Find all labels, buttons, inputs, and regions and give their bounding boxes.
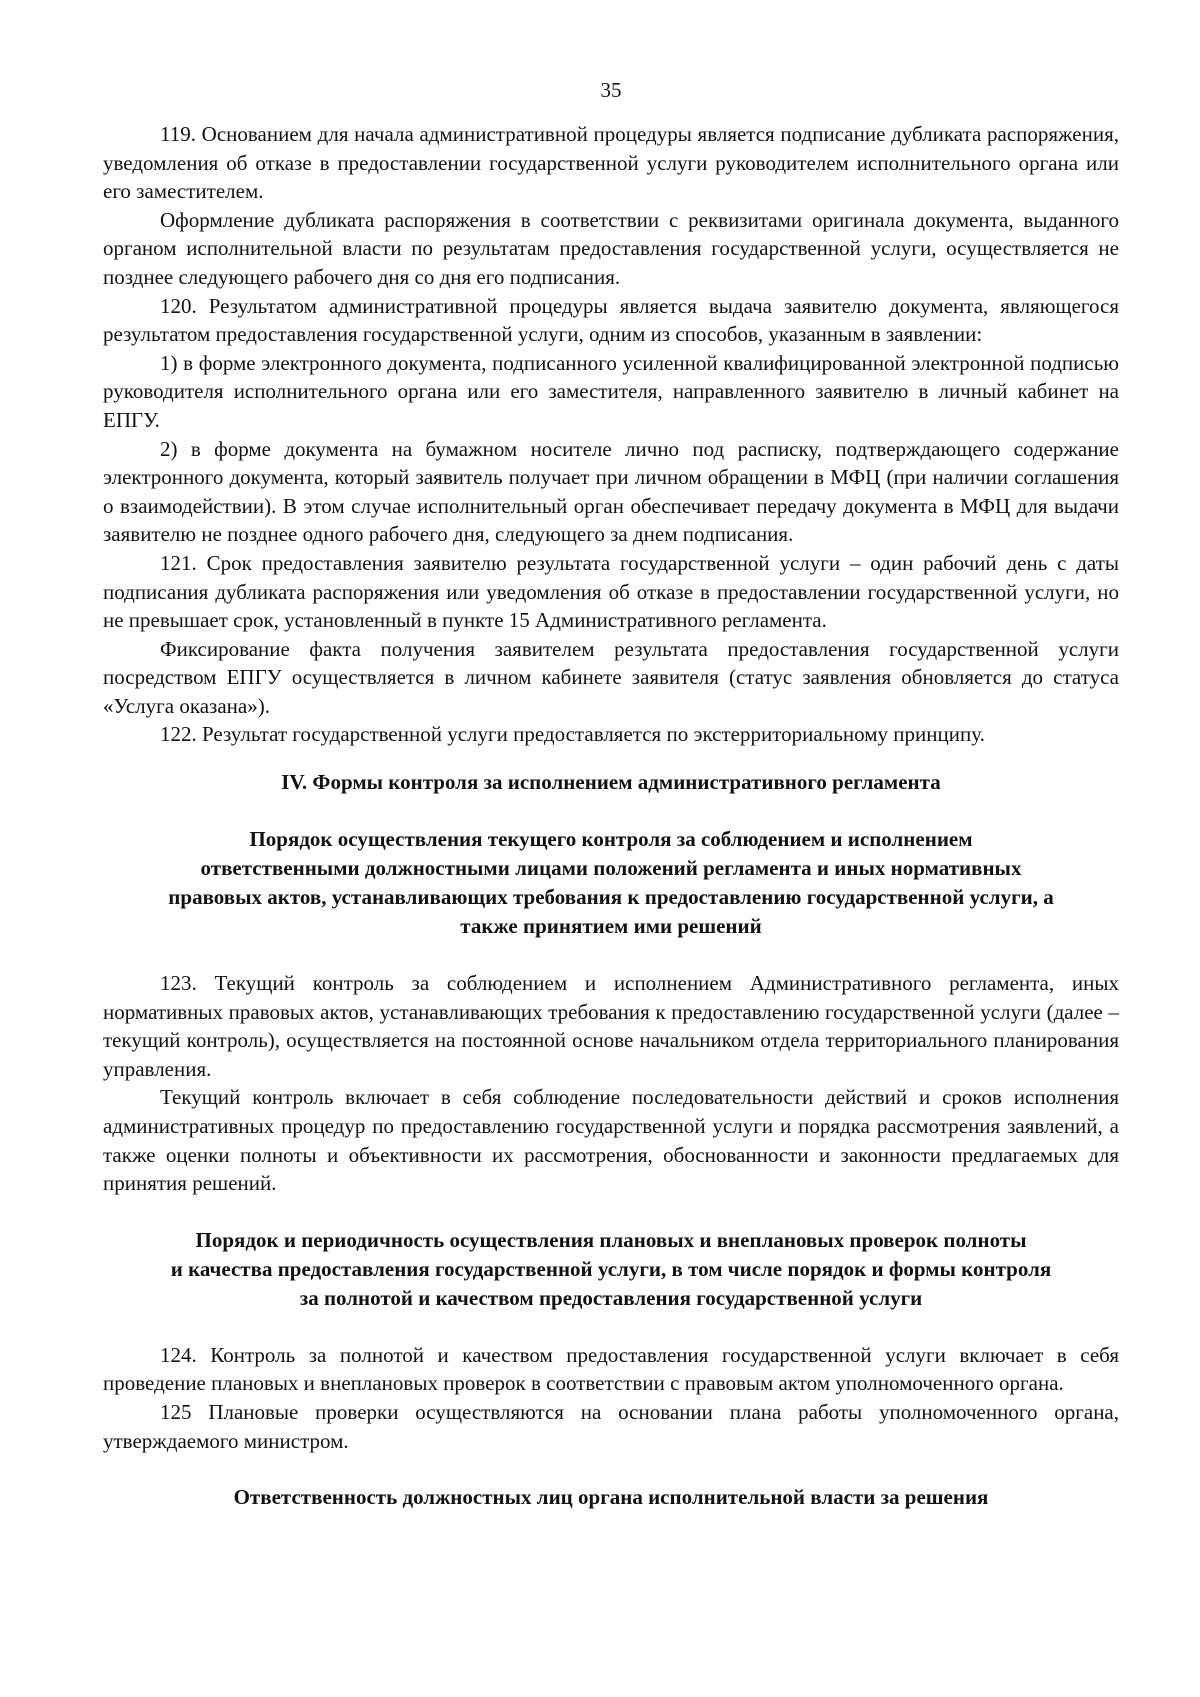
subheading-current-control [103,825,1119,941]
section-title: IV. Формы контроля за исполнением административного регламента [281,770,941,795]
subheading-responsibility: Ответственность должностных лиц органа исполнительной власти за решения [233,1485,989,1510]
subheading-current-control-line: Порядок осуществления текущего контроля за соблюдением и исполнением [249,827,973,852]
subheading-inspections-line: за полнотой и качеством предоставления государственной услуги [299,1285,923,1310]
paragraph-123: 123. Текущий контроль за соблюдением и исполнением Административного регламента, иных нормативных правовых актов, устанавливающих требования к предоставлению государственной услуги (далее – текущий контроль), осуществляется на постоянной основе начальником отдела территориального планирования управления. [103,971,1119,1081]
paragraph-119: 119. Основанием для начала административной процедуры является подписание дубликата распоряжения, уведомления об отказе в предоставлении государственной услуги руководителем исполнительного органа или его заместителем. [103,122,1119,204]
paragraph-result-fixation: Фиксирование факта получения заявителем результата предоставления государственной услуги посредством ЕПГУ осуществляется в личном кабинете заявителя (статус заявления обновляется до статуса «Услуга оказана»). [103,636,1119,718]
paragraph-120-item-1: 1) в форме электронного документа, подписанного усиленной квалифицированной электронной подписью руководителя исполнительного органа или его заместителя, направленного заявителю в личный кабинет на ЕПГУ. [103,350,1119,432]
paragraph-122: 122. Результат государственной услуги предоставляется по экстерриториальному принципу. [160,722,985,747]
subheading-inspections [103,1226,1119,1313]
subheading-current-control-line: также принятием ими решений [460,914,762,939]
page-number: 35 [600,78,622,102]
paragraph-125: 125 Плановые проверки осуществляются на основании плана работы уполномоченного органа, утверждаемого министром. [103,1400,1119,1453]
subheading-inspections-line: Порядок и периодичность осуществления плановых и внеплановых проверок полноты [195,1227,1027,1252]
document-page [103,0,1119,1512]
subheading-inspections-line: и качества предоставления государственной услуги, в том числе порядок и формы контроля [170,1256,1052,1281]
paragraph-duplicate-formatting: Оформление дубликата распоряжения в соответствии с реквизитами оригинала документа, выданного органом исполнительной власти по результатам предоставления государственной услуги, осуществляется не позднее следующего рабочего дня со дня его подписания. [103,207,1119,289]
subheading-current-control-line: правовых актов, устанавливающих требования к предоставлению государственной услуги, а [168,885,1054,910]
paragraph-124: 124. Контроль за полнотой и качеством предоставления государственной услуги включает в себя проведение плановых и внеплановых проверок в соответствии с правовым актом уполномоченного органа. [103,1342,1119,1396]
subheading-current-control-line: ответственными должностными лицами положений регламента и иных нормативных [200,856,1022,881]
paragraph-120-item-2: 2) в форме документа на бумажном носителе лично под расписку, подтверждающего содержание электронного документа, который заявитель получает при личном обращении в МФЦ (при наличии соглашения о взаимодействии). В этом случае исполнительный орган обеспечивает передачу документа в МФЦ для выдачи заявителю не позднее одного рабочего дня, следующего за днем подписания. [103,436,1119,547]
paragraph-current-control-scope: Текущий контроль включает в себя соблюдение последовательности действий и сроков исполнения административных процедур по предоставлению государственной услуги и порядка рассмотрения заявлений, а также оценки полноты и объективности их рассмотрения, обоснованности и законности предлагаемых для принятия решений. [103,1085,1119,1196]
paragraph-121: 121. Срок предоставления заявителю результата государственной услуги – один рабочий день с даты подписания дубликата распоряжения или уведомления об отказе в предоставлении государственной услуги, но не превышает срок, установленный в пункте 15 Административного регламента. [103,550,1119,633]
paragraph-120: 120. Результатом административной процедуры является выдача заявителю документа, являющегося результатом предоставления государственной услуги, одним из способов, указанным в заявлении: [103,293,1119,347]
